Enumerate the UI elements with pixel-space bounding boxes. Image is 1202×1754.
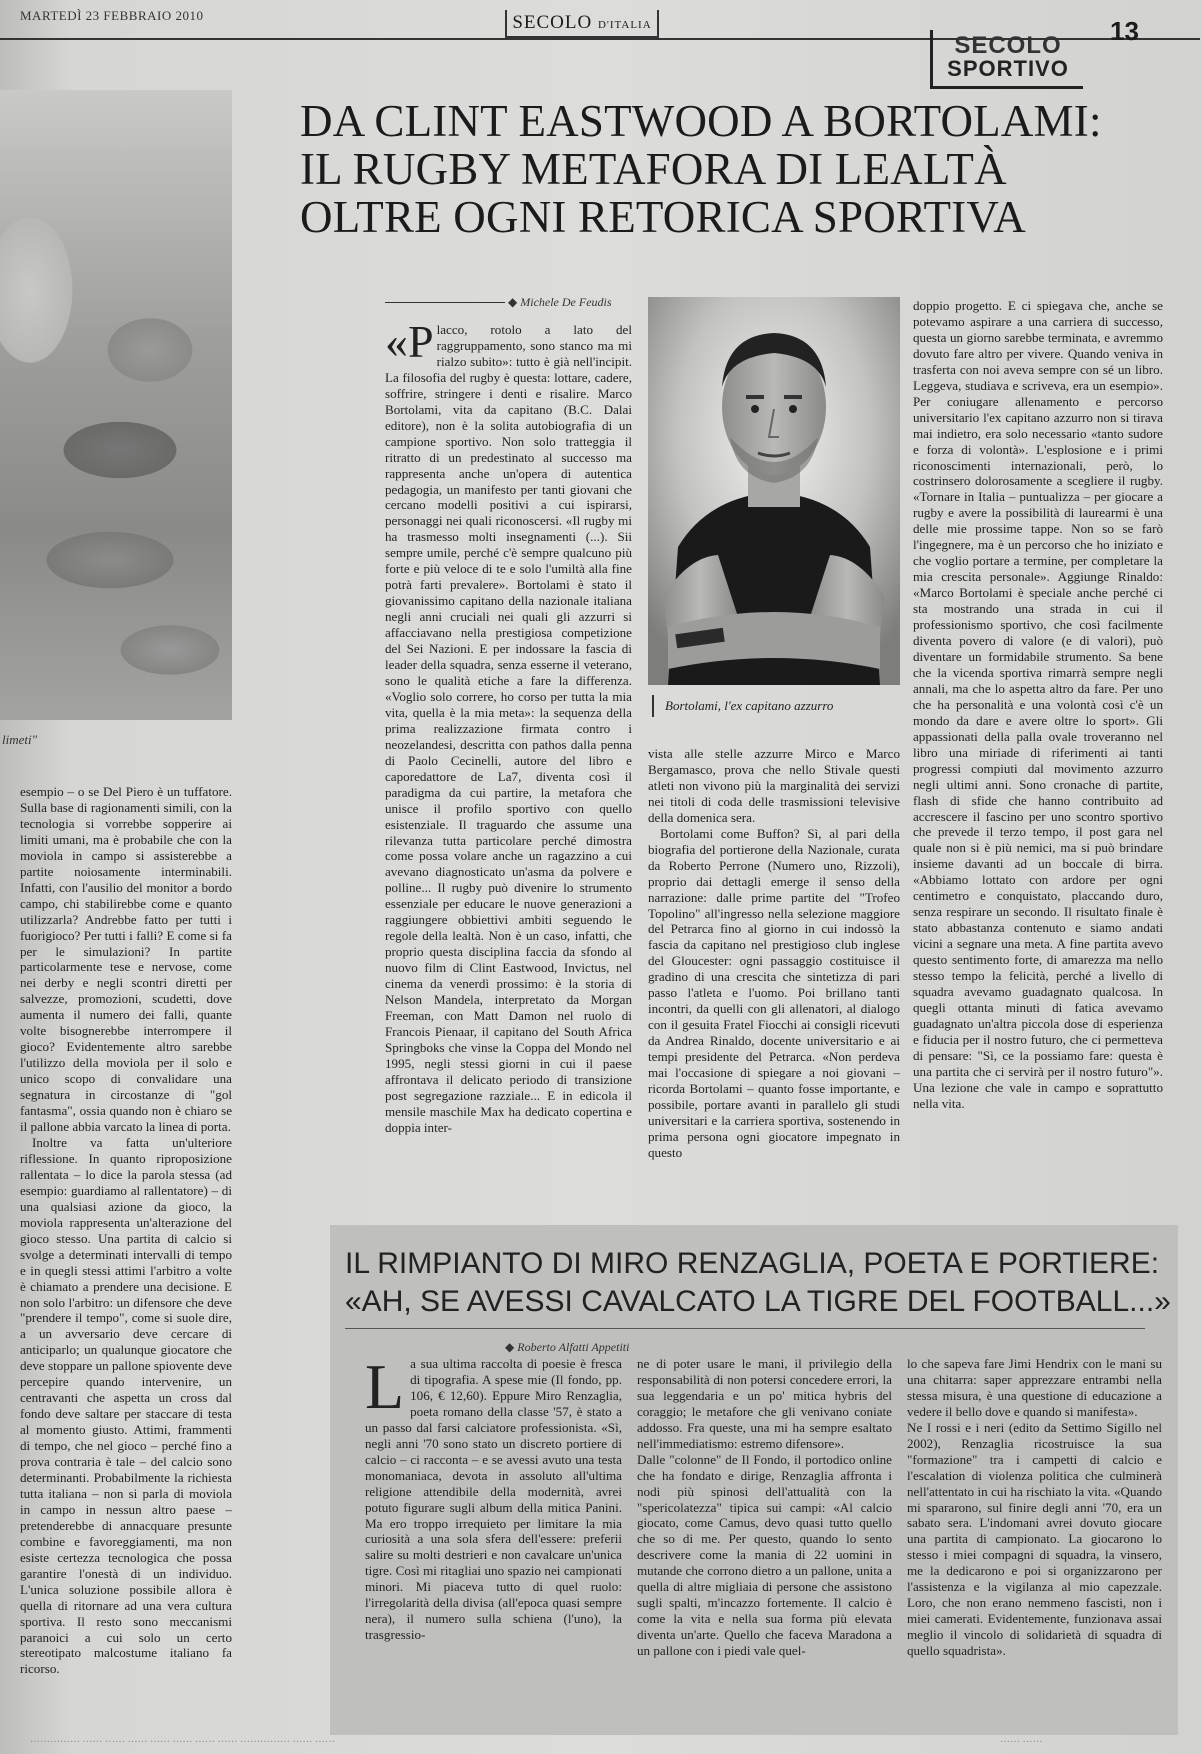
left-column-text <box>20 784 232 1716</box>
box-headline <box>345 1245 1171 1321</box>
headline-line: IL RUGBY METAFORA DI LEALTÀ <box>300 144 1007 194</box>
article-column-2 <box>648 746 900 1172</box>
byline-author: Michele De Feudis <box>520 295 612 309</box>
paragraph: a sua ultima raccolta di poesie è fresca di tipografia. A spese mie (Il fondo, pp. 106, € 12,60). Eppure Miro Renzaglia, poeta romano della classe '57, è stato a un passo dal farsi calciatore professionista. «Sì, negli anni '70 sono stato un discreto portiere di calcio – ci racconta – e se avessi avuto una testa monomaniaca, devota in assoluto all'ultima religione attendibile della modernità, avrei potuto figurare sugli album della mitica Panini. Ma ero troppo irrequieto per limitare la mia curiosità a una sola sfera dell'essere: preferii salire su molti destrieri e non cavalcare un'unica tigre. Così mi ritagliai uno spazio nei campionati minori. Mi piaceva tutto di quel ruolo: l'irregolarità della divisa (all'epoca quasi sempre nera), il numero sulla schiena (l'uno), la trasgressio- <box>365 1356 622 1643</box>
box-column-3 <box>907 1340 1162 1725</box>
left-photo-caption: limeti" <box>2 732 38 747</box>
photo-caption-bar <box>652 695 654 717</box>
section-label-line2: SPORTIVO <box>947 56 1069 81</box>
article-byline: ◆ Michele De Feudis <box>508 295 612 309</box>
paragraph: ne di poter usare le mani, il privilegio della responsabilità di non potersi concedere errori, la sua leggendaria e un po' mitica hybris del coraggio; le metafore che gli venivano coniate addosso. Fra queste, una mi ha sempre esaltato nell'immediatismo: estremo difensore». Dalle "colonne" de Il Fondo, il portodico online che ha fondato e dirige, Renzaglia affronta i nodi più spinosi dell'attualità con la "spericolatezza" tipica sui campi: «Al calcio giocato, come Camus, devo quasi tutto quello che so di me. Per questo, quando lo sento descrivere come la mania di 22 uomini in mutande che corrono dietro a un pallone, unita a quella di altre migliaia di persone che assistono sugli spalti, m'incazzo fortemente. Il calcio è come la vita e nella sua forma più elevata diventa un'arte. Quello che faceva Maradona a un pallone con i piedi vale quel- <box>637 1355 892 1659</box>
box-byline-author: Roberto Alfatti Appetiti <box>517 1340 630 1354</box>
paragraph: lo che sapeva fare Jimi Hendrix con le mani su una chitarra: saper apprezzare entrambi nella stessa misura, è una questione di educazione a vedere il bello dove e quando si manifesta». Ne I rossi e i neri (edito da Settimo Sigillo nel 2002), Renzaglia ricostruisce la sua "formazione" tra i campetti di calcio e l'escalation di violenza politica che culminerà nell'attentato in cui ha rischiato la vita. «Quando mi spararono, sul finire degli anni '70, era un sabato sera. L'indomani avrei dovuto giocare una partita di campionato. La giocarono lo stesso i miei compagni di squadra, la vinsero, me la dedicarono e poi si organizzarono per l'assistenza e la vigilanza al mio capezzale. Loro, che non erano nemmeno fascisti, non i miei camerati. Evidentemente, funzionava assai meglio il vincolo di solidarietà di squadra di quello squadrista». <box>907 1355 1162 1659</box>
bortolami-portrait <box>648 297 900 685</box>
masthead-title: SECOLO <box>512 12 593 33</box>
portrait-illustration <box>648 297 900 685</box>
article-column-1 <box>385 322 632 1172</box>
left-photo-foliage <box>0 90 232 720</box>
masthead <box>505 10 659 38</box>
box-column-2 <box>637 1340 892 1725</box>
section-label-line1: SECOLO <box>954 32 1062 59</box>
headline-line: OLTRE OGNI RETORICA SPORTIVA <box>300 192 1026 242</box>
article-headline <box>300 97 1170 241</box>
page-footer-left: …………… …… …… …… …… …… …… …… …………… …… …… <box>30 1734 335 1745</box>
box-column-1 <box>365 1340 622 1725</box>
paragraph: esempio – o se Del Piero è un tuffatore. Sulla base di ragionamenti simili, con la tecnologia si vorrebbe sopperire ai limiti umani, ma è probabile che con la moviola in campo si assisterebbe a partite noiosamente interminabili. Infatti, con l'ausilio del monitor a bordo campo, chi stabilirebbe come e quanto utilizzarla? Andrebbe fatto per tutti i fuorigioco? Per tutti i falli? E come si fa per le simulazioni? In partite particolarmente tese e nervose, come nei derby e negli scontri diretti per salvezze, promozioni, scudetti, dove aumenta il numero dei falli, quante volte bisognerebbe interrompere il gioco? Evidentemente altro sarebbe l'utilizzo della moviola per il solo e unico scopo di convalidare una segnatura in circostanze di "gol fantasma", ossia quando non è chiaro se il pallone abbia varcato la linea di porta. <box>20 784 232 1135</box>
section-label <box>930 30 1083 89</box>
masthead-subtitle: D'ITALIA <box>597 19 652 31</box>
paragraph: vista alle stelle azzurre Mirco e Marco Bergamasco, prova che nello Stivale questi atleti non vivono più la marginalità dei servizi nei titoli di coda delle trasmissioni televisive della domenica sera. <box>648 746 900 825</box>
paragraph: lacco, rotolo a lato del raggruppamento, sono stanco ma mi rialzo subito»: tutto è già nell'incipit. La filosofia del rugby è questa: lottare, cadere, soffrire, stringere i denti e risalire. Marco Bortolami, vita da capitano (B.C. Dalai editore), non è la solita autobiografia di un campione sportivo. Non solo tratteggia il ritratto di un predestinato al successo ma rappresenta anche un'opera di autentica pedagogia, un manifesto per tanti giovani che cercano modelli positivi a cui ispirarsi, personaggi nei quali riconoscersi. «Il rugby mi ha trasmesso molti insegnamenti (...). Sii sempre umile, perché c'è sempre qualcuno più forte e più veloce di te e solo l'umiltà alla fine potrà farti prevalere». Bortolami è stato il giovanissimo capitano della nazionale italiana negli anni cruciali nei quali gli azzurri si affacciavano nella prestigiosa competizione del Sei Nazioni. E per indossare la fascia di leader della squadra, senza esserne il veterano, sono le qualità etiche a fare la differenza. «Voglio solo correre, ho corso per tutta la mia vita, quella è la mia meta»: la sequenza della prima realizzazione firmata contro i neozelandesi, descritta con pathos dalla penna di Paolo Cecinelli, autore del libro e caporedattore de La7, diventa così il paradigma da cui partire, la metafora che unisce il profilo sportivo con quello esistenziale. Il traguardo che assume una rilevanza tutta particolare perché dimostra come possa volare anche un ragazzino a cui avevano diagnosticato un'asma da polvere e polline... Il rugby può divenire lo strumento essenziale per educare le nuove generazioni a raggiungere obbiettivi ambiti seguendo le regole della lealtà. Non è un caso, infatti, che proprio questa disciplina faccia da sfondo al nuovo film di Clint Eastwood, Invictus, nel cinema da venerdì prossimo: è la storia di Nelson Mandela, interpretato da Morgan Freeman, con Matt Damon nel ruolo di Francois Pienaar, il capitano del South Africa Springboks che vinse la Coppa del Mondo nel 1995, negli stessi giorni in cui il paese affrontava il delicato periodo di transizione post segregazione razziale... E in edicola il mensile maschile Max ha dedicato copertina e doppia inter- <box>385 322 632 1135</box>
paragraph: Inoltre va fatta un'ulteriore riflessione. In quanto riproposizione rallentata – lo dice la parola stessa (ad esempio: guardiamo al rallentatore) – di una qualsiasi azione da gioco, la moviola rappresenta un'alterazione del gioco stesso. Una partita di calcio si svolge a determinati intervalli di tempo e in quegli stessi attimi l'arbitro a volte è chiamato a prendere una decisione. E non solo l'arbitro: un difensore che deve "prendere il tempo", come si suole dire, a un avversario deve cercare di anticiparlo; un qualunque giocatore che deve stoppare un pallone spiovente deve percepire quando intervenire, un centravanti che aspetta un cross dal fondo deve saltare per staccare di testa al momento giusto. Attimi, frammenti di tempo, che nel gioco – perché fino a prova contraria è tale – del calcio sono determinanti. Probabilmente la richiesta tutta italiana – non si parla di moviola in campo in nessun altro paese – pretenderebbe di annacquare presunte combine e favoreggiamenti, ma non esiste certezza tecnologica che possa garantire l'onestà di un individuo. L'unica soluzione possibile allora è quella di ritornare ad una vera cultura sportiva. Il resto sono meccanismi paranoici a cui solo un certo stereotipato malcostume italiano fa ricorso. <box>20 1134 232 1677</box>
paragraph: Bortolami come Buffon? Sì, al pari della biografia del portierone della Nazionale, curata da Roberto Perrone (Numero uno, Rizzoli), proprio dai dettagli emerge il senso della narrazione: dalle prime partite del "Trofeo Topolino" all'ingresso nella selezione maggiore del Petrarca fino al giorno in cui indossò la fascia da capitano nel prestigioso club inglese del Gloucester: ogni passaggio costituisce il gradino di una crescita che sintetizza di pari passo l'atleta e l'uomo. Poi brillano tanti incontri, da quelli con gli allenatori, al dialogo con il gesuita Fratel Fiocchi ai consigli ricevuti da Andrea Rinaldo, docente universitario e ai tempi presidente del Petrarca. «Non perdeva mai l'occasione di spiegare a noi giovani – ricorda Bortolami – quanto fosse importante, e possibile, portare avanti in parallelo gli studi universitari e la carriera sportiva, sostenendo in prima persona ogni giocatore impegnato in questo <box>648 825 900 1160</box>
dropcap: «P <box>385 322 434 367</box>
byline-rule <box>385 302 505 303</box>
photo-caption: Bortolami, l'ex capitano azzurro <box>665 698 834 713</box>
box-dropcap: L <box>365 1351 405 1422</box>
paragraph: doppio progetto. E ci spiegava che, anche se potevamo aspirare a una carriera di successo, questa un giorno sarebbe terminata, e avremmo dovuto fare altro per vivere. Quando veniva in trasferta con noi aveva sempre con sé un libro. Leggeva, studiava e scriveva, era un esempio». Per coniugare allenamento e percorso universitario l'ex capitano azzurro non si tirava mai indietro, era solo necessario «tanto sudore e forza di volontà». L'esplosione e i primi riconoscimenti internazionali, però, lo costrinsero dolorosamente a scegliere il rugby. «Tornare in Italia – puntualizza – per giocare a rugby e avere la possibilità di laurearmi è una delle mie prossime tappe. Non so se farò l'ingegnere, ma è un percorso che ho iniziato e che voglio portare a termine, per completare la mia crescita personale». Aggiunge Rinaldo: «Marco Bortolami è speciale anche perché ci sta mostrando una strada in cui il professionismo sportivo, che così facilmente diventa povero di valore (e di valori), può diventare un formidabile strumento. Sa bene che la vicenda sportiva rimarrà sempre negli annali, ma che lo aspetta altro da fare. Per uno che ha personalità e una volontà così c'è un mondo da dare e avere oltre lo sport». Gli appassionati della palla ovale troveranno nel libro una miriade di riferimenti ai tanti progressi compiuti dal movimento azzurro negli ultimi anni. Sono cronache di partite, flash di sfide che hanno contribuito ad accrescere il fascino per uno scontro sportivo che prevede il terzo tempo, il post gara nel quale non si è più nemici, ma si può brindare insieme davanti ad un boccale di birra. «Abbiamo lottato con ardore per ogni centimetro e conquistato, placcando duro, senza respirare un secondo. Il risultato finale è stato abbastanza contenuto e siamo andati vicini a segnare una meta. A fine partita avevo questo sentimento forte, di amarezza ma nello stesso tempo la felicità, perché a livello di squadra avevamo guadagnato qualcosa. In quegli ottanta minuti di fatica avevamo guadagnato un'altra piccola dose di esperienza e fiducia per il nostro futuro, che ci permetteva di pensare: "Sì, ce la possiamo fare: questa è una partita che ci servirà per il nostro futuro"». Una lezione che vale in campo e soprattutto nella vita. <box>913 298 1163 1111</box>
page-footer-right: …… …… <box>1000 1734 1043 1745</box>
box-headline-rule <box>345 1328 1145 1329</box>
box-byline: ◆ Roberto Alfatti Appetiti <box>505 1340 630 1354</box>
box-headline-line: IL RIMPIANTO DI MIRO RENZAGLIA, POETA E PORTIERE: <box>345 1247 1160 1280</box>
page-number: 13 <box>1110 16 1139 46</box>
headline-line: DA CLINT EASTWOOD A BORTOLAMI: <box>300 96 1102 146</box>
box-headline-line: «AH, SE AVESSI CAVALCATO LA TIGRE DEL FOOTBALL...» <box>345 1285 1171 1318</box>
issue-date: MARTEDÌ 23 FEBBRAIO 2010 <box>20 8 204 23</box>
article-column-3 <box>913 298 1163 1172</box>
